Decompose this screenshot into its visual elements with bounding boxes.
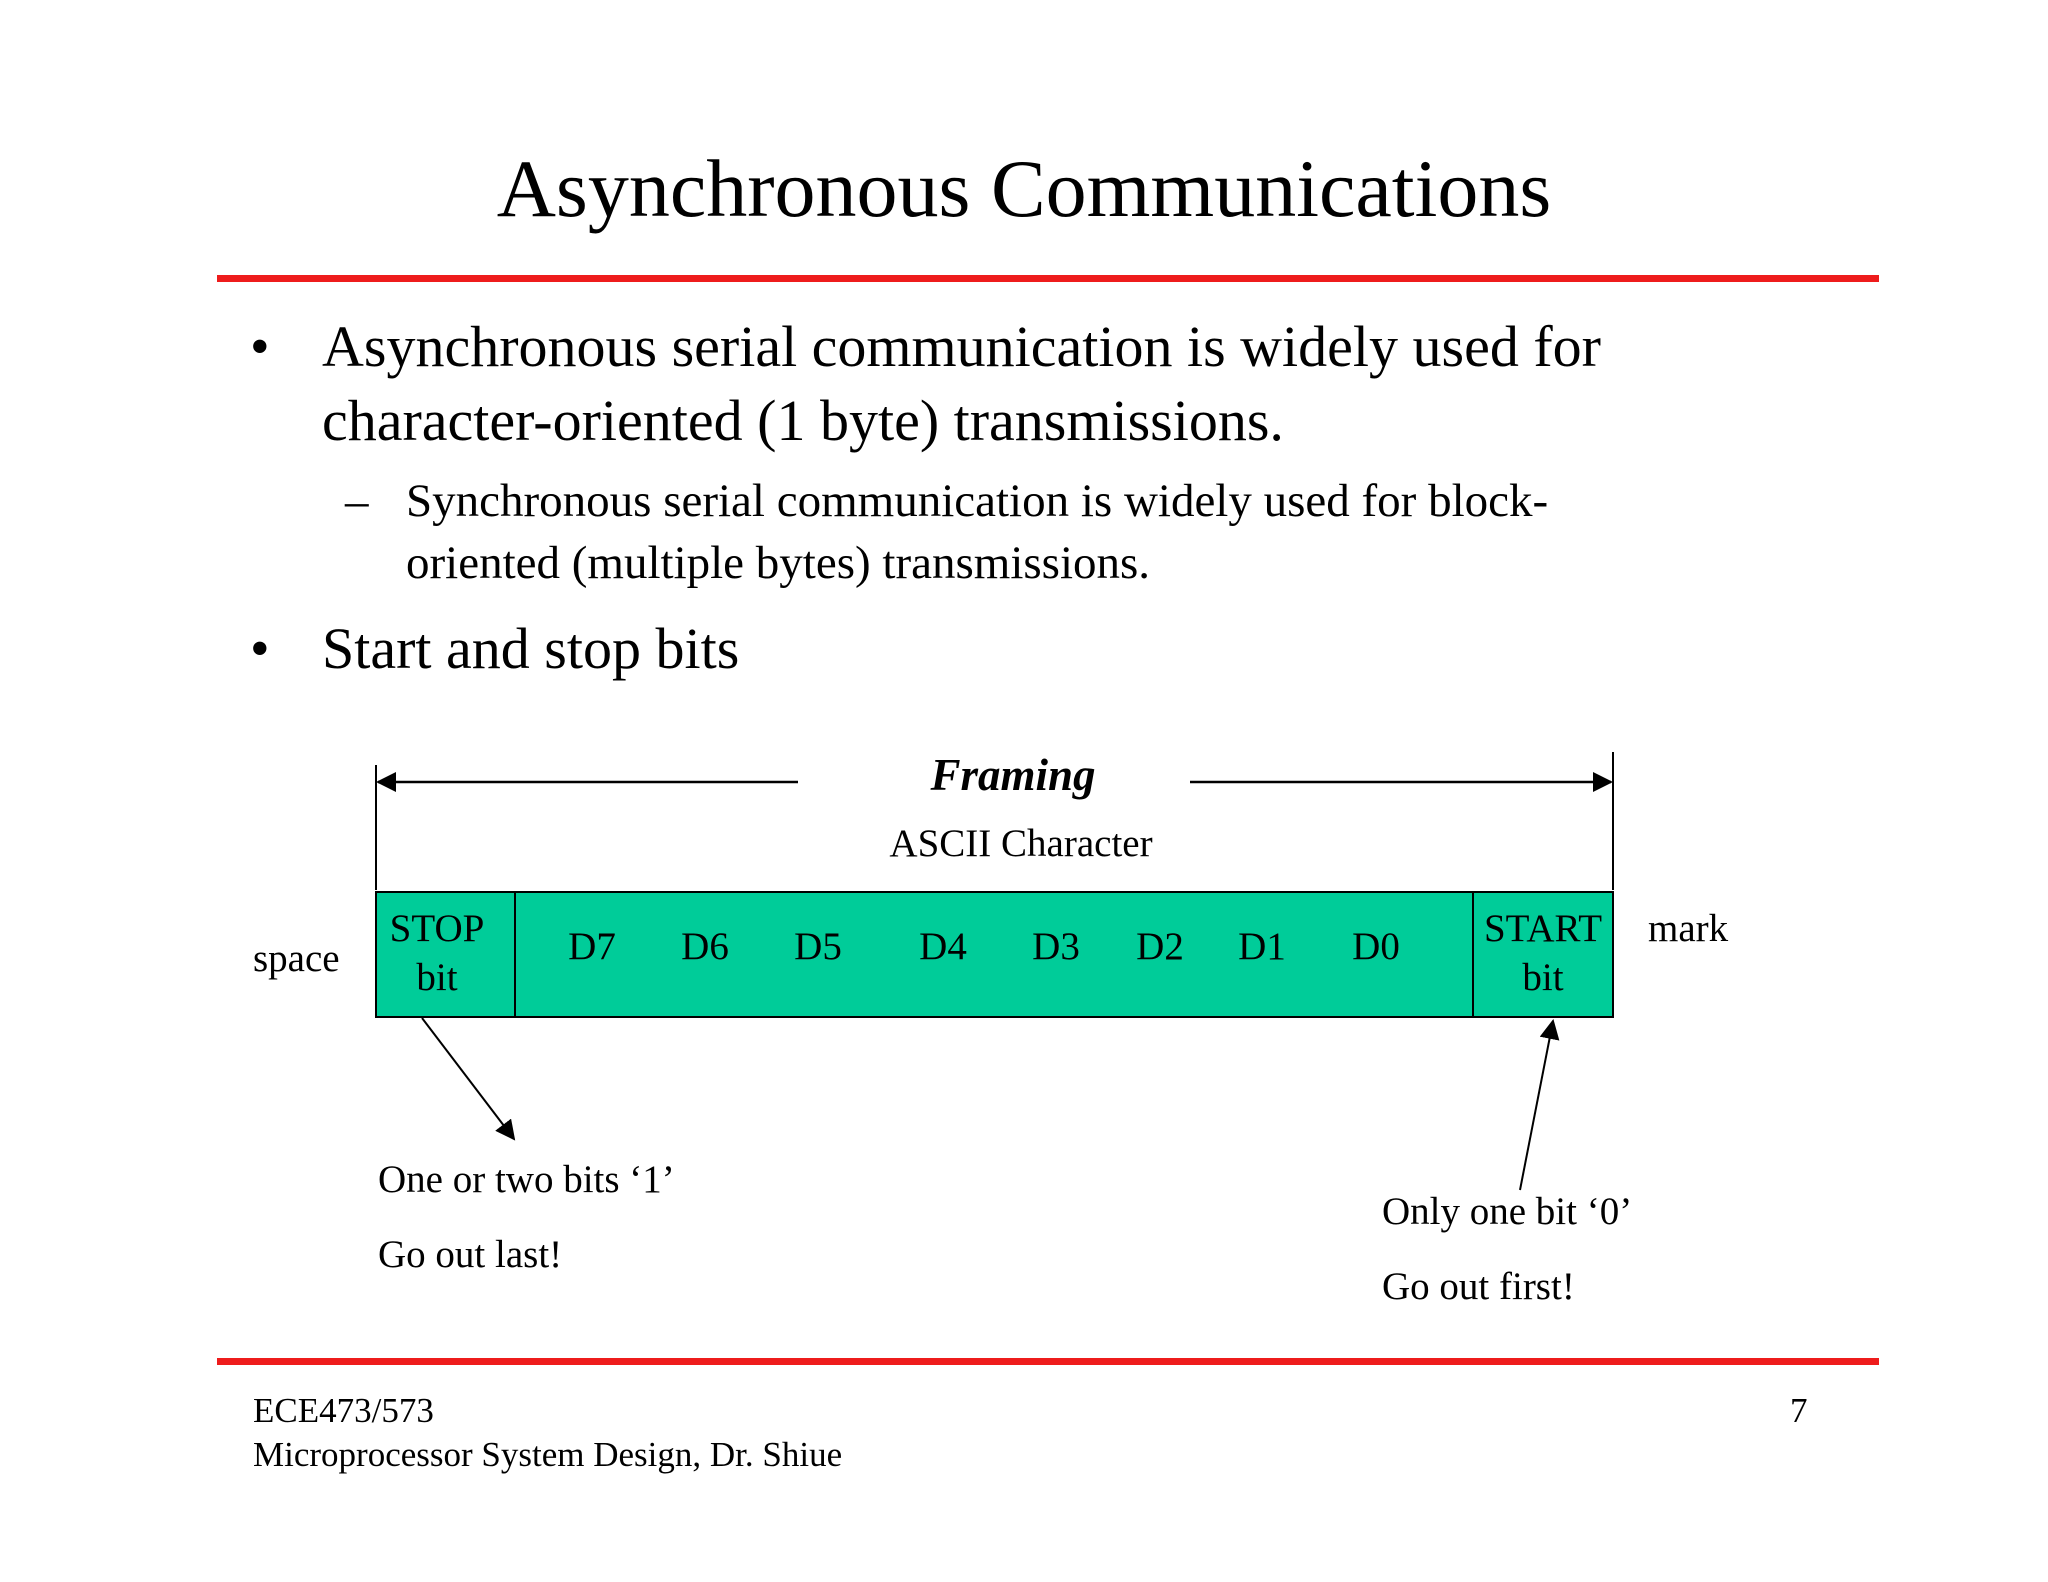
bullet-marker: • (250, 618, 270, 680)
ascii-character-label: ASCII Character (889, 822, 1153, 865)
sub-bullet-line-1: Synchronous serial communication is widely used for block- (406, 475, 1549, 527)
start-cell-label: START (1483, 907, 1603, 950)
start-bit-pointer-arrow (1520, 1021, 1553, 1190)
page-number: 7 (1790, 1391, 1808, 1430)
stop-note-line-1: One or two bits ‘1’ (378, 1158, 675, 1201)
start-note-line-2: Go out first! (1382, 1265, 1575, 1308)
footer-course-code: ECE473/573 (253, 1391, 434, 1430)
mark-label: mark (1648, 907, 1729, 950)
start-cell-label: bit (1522, 956, 1564, 999)
data-bit-label: D0 (1352, 925, 1400, 968)
slide-title: Asynchronous Communications (496, 143, 1552, 234)
bullet-marker: • (250, 316, 270, 378)
space-label: space (253, 937, 340, 980)
data-bit-label: D5 (794, 925, 842, 968)
stop-cell-label: STOP (389, 907, 485, 950)
framing-label: Framing (930, 750, 1096, 800)
footer-course-title: Microprocessor System Design, Dr. Shiue (253, 1435, 843, 1474)
stop-cell-label: bit (416, 956, 458, 999)
bullet-2-line-1: Start and stop bits (322, 616, 740, 681)
data-bit-label: D6 (681, 925, 729, 968)
bottom-divider (217, 1358, 1879, 1365)
stop-note-line-2: Go out last! (378, 1233, 563, 1276)
sub-bullet-line-2: oriented (multiple bytes) transmissions. (406, 537, 1151, 589)
bullet-1-line-1: Asynchronous serial communication is widely used for (322, 314, 1601, 379)
stop-bit-pointer-arrow (422, 1018, 514, 1139)
data-bit-label: D1 (1238, 925, 1286, 968)
data-bit-label: D2 (1136, 925, 1184, 968)
data-bit-label: D4 (919, 925, 967, 968)
bullet-1-line-2: character-oriented (1 byte) transmissions. (322, 388, 1284, 453)
start-note-line-1: Only one bit ‘0’ (1382, 1190, 1633, 1233)
data-bit-label: D3 (1032, 925, 1080, 968)
data-bit-label: D7 (568, 925, 616, 968)
sub-bullet-marker: – (345, 475, 369, 527)
frame-box (376, 892, 1613, 1017)
